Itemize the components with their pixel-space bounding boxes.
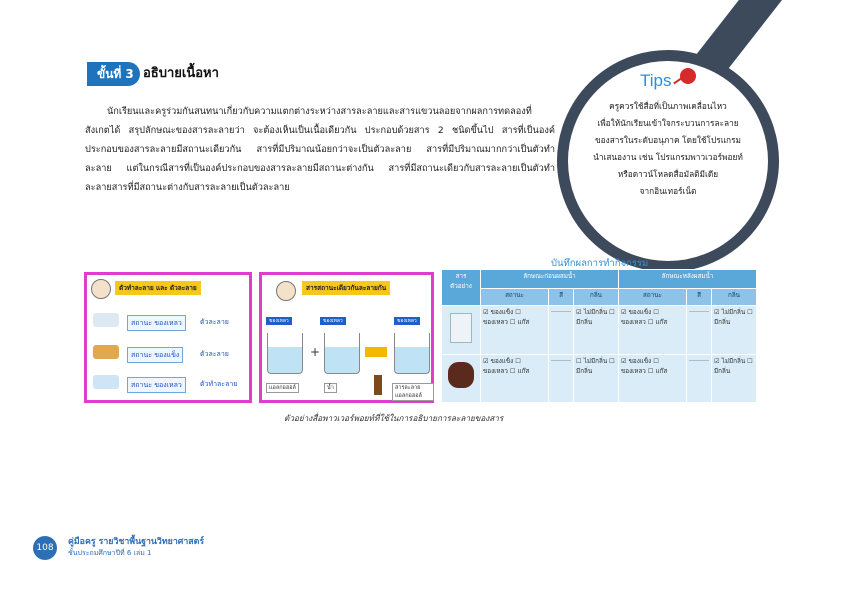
pushpin-icon xyxy=(680,68,696,84)
table-cell: ☑ ของแข็ง ☐ ของเหลว ☐ แก๊ส xyxy=(618,306,686,354)
sample-image xyxy=(442,306,481,354)
plus-icon: + xyxy=(310,345,321,359)
caption-tag: แอลกอฮอล์ xyxy=(266,383,299,393)
state-label: สถานะ ของแข็ง xyxy=(127,347,183,363)
tips-title: Tips xyxy=(640,71,672,90)
beaker-icon xyxy=(324,333,360,374)
bottle-icon xyxy=(374,375,382,395)
table-cell: ☐ ไม่มีกลิ่น ☐ มีกลิ่น xyxy=(574,354,619,402)
table-row xyxy=(442,306,757,354)
beaker-icon xyxy=(394,333,430,374)
tips-line: นำเสนองาน เช่น โปรแกรมพาวเวอร์พอยท์ xyxy=(593,152,743,162)
body-paragraph xyxy=(85,102,555,197)
water-drops-icon xyxy=(93,313,119,327)
tips-line: ของสารในระดับอนุภาค โดยใช้โปรแกรม xyxy=(594,135,741,145)
table-cell: ☑ ไม่มีกลิ่น ☐ มีกลิ่น xyxy=(574,306,619,354)
slide-solvent-solute xyxy=(84,272,252,403)
slide-same-state xyxy=(259,272,434,403)
tips-line: หรือดาวน์โหลดสื่อมัลติมีเดีย xyxy=(617,169,719,179)
slide-header: สารสถานะเดียวกันละลายกัน xyxy=(302,281,390,295)
slide-header: ตัวทำละลาย และ ตัวละลาย xyxy=(115,281,201,295)
state-tag: ของเหลว xyxy=(394,317,420,325)
state-tag: ของเหลว xyxy=(266,317,292,325)
state-tag: ของเหลว xyxy=(320,317,346,325)
tips-line: ครูควรใช้สื่อที่เป็นภาพเคลื่อนไหว xyxy=(609,101,727,111)
col-header: สถานะ xyxy=(618,289,686,306)
table-cell: ☑ ของแข็ง ☐ ของเหลว ☐ แก๊ส xyxy=(481,306,549,354)
footer-subtitle: ชั้นประถมศึกษาปีที่ 6 เล่ม 1 xyxy=(68,549,152,557)
solid-grains-icon xyxy=(93,345,119,359)
role-label: ตัวละลาย xyxy=(200,318,229,326)
table-cell: ☑ ไม่มีกลิ่น ☐ มีกลิ่น xyxy=(712,306,757,354)
tips-line: เพื่อให้นักเรียนเข้าใจกระบวนการละลาย xyxy=(597,118,739,128)
figure-caption: ตัวอย่างสื่อพาวเวอร์พอยท์ที่ใช้ในการอธิบายการละลายของสาร xyxy=(284,413,504,423)
table-cell: .......... xyxy=(549,306,574,354)
body-text: นักเรียนและครูร่วมกันสนทนาเกี่ยวกับความแตกต่างระหว่างสารละลายและสารแขวนลอยจากผลการทดลองที่สังเกตได้ สรุปลักษณะของสารละลายว่า จะต้องเห็นเป็นเนื้อเดียวกัน ประกอบด้วยสาร 2 ชนิดขึ้นไป สารที่เป็นองค์ประกอบของสารละลายมีสถานะเดียวกัน สารที่มีปริมาณน้อยกว่าจะเป็นตัวละลาย สารที่มีปริมาณมากกว่าเป็นตัวทำละลาย แต่ในกรณีสารที่เป็นองค์ประกอบของสารละลายมีสถานะต่างกัน สารที่มีสถานะเดียวกับสารละลายเป็นตัวทำละลายสารที่มีสถานะต่างกับสารละลายเป็นตัวละลาย xyxy=(85,106,555,193)
step-number: 3 xyxy=(125,67,134,81)
role-label: ตัวทำละลาย xyxy=(200,380,238,388)
role-label: ตัวละลาย xyxy=(200,350,229,358)
col-sample: สาร ตัวอย่าง xyxy=(442,270,481,306)
step-title: อธิบายเนื้อหา xyxy=(143,66,219,81)
caption-tag: น้ำ xyxy=(324,383,337,393)
footer-title: คู่มือครู รายวิชาพื้นฐานวิทยาศาสตร์ xyxy=(68,537,205,547)
col-header: กลิ่น xyxy=(712,289,757,306)
tips-text xyxy=(578,98,758,200)
table-cell: ☑ ของแข็ง ☐ ของเหลว ☐ แก๊ส xyxy=(481,354,549,402)
sample-image xyxy=(442,354,481,402)
table-cell: ☑ ไม่มีกลิ่น ☐ มีกลิ่น xyxy=(712,354,757,402)
group-before: ลักษณะก่อนผสมน้ำ xyxy=(481,270,619,289)
table-cell: .......... xyxy=(687,354,712,402)
col-header: สี xyxy=(687,289,712,306)
group-after: ลักษณะหลังผสมน้ำ xyxy=(618,270,756,289)
table-title: บันทึกผลการทำกิจกรรม xyxy=(551,258,649,269)
caption-tag: สารละลายแอลกอฮอล์ xyxy=(392,383,434,401)
state-label: สถานะ ของเหลว xyxy=(127,315,186,331)
step-prefix: ขั้นที่ xyxy=(97,67,122,81)
step-badge xyxy=(87,62,140,86)
table-cell: .......... xyxy=(687,306,712,354)
water-icon xyxy=(93,375,119,389)
table-row xyxy=(442,354,757,402)
arrow-icon xyxy=(365,347,387,357)
state-label: สถานะ ของเหลว xyxy=(127,377,186,393)
teacher-avatar xyxy=(91,279,111,299)
beaker-icon xyxy=(267,333,303,374)
col-header: กลิ่น xyxy=(574,289,619,306)
page-number: 108 xyxy=(33,536,57,560)
table-cell: ☑ ของแข็ง ☐ ของเหลว ☐ แก๊ส xyxy=(618,354,686,402)
col-header: สี xyxy=(549,289,574,306)
teacher-avatar xyxy=(276,281,296,301)
col-header: สถานะ xyxy=(481,289,549,306)
table-cell: .......... xyxy=(549,354,574,402)
tips-line: จากอินเทอร์เน็ต xyxy=(639,186,697,196)
activity-table xyxy=(441,269,757,403)
